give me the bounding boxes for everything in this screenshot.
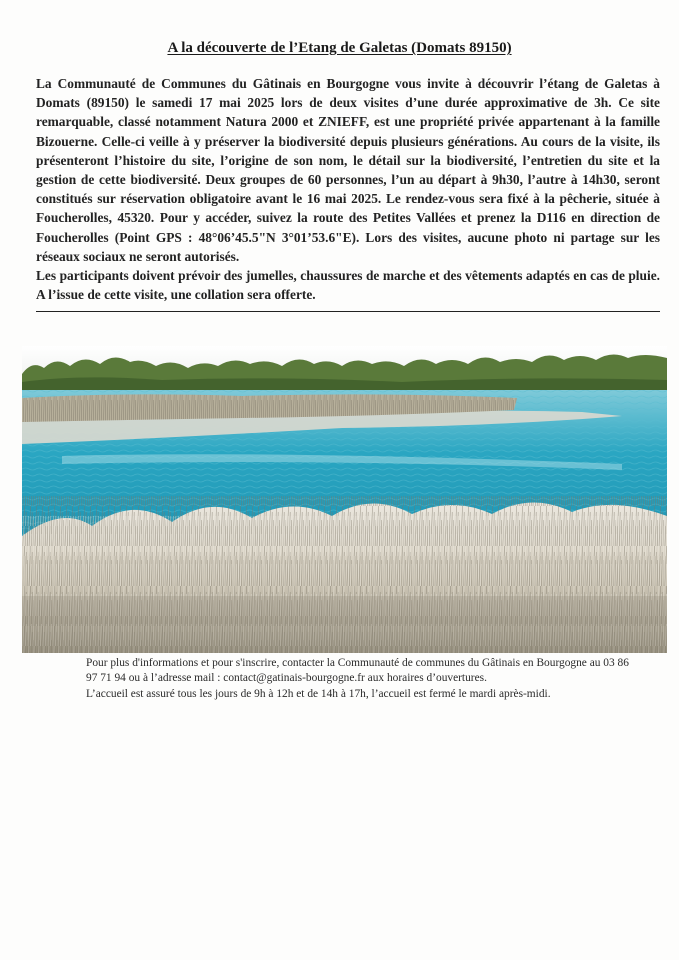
horizontal-divider: [36, 311, 660, 312]
main-text-block: [36, 74, 660, 304]
page-title: A la découverte de l’Etang de Galetas (Domats 89150): [167, 40, 512, 56]
paragraph-main: La Communauté de Communes du Gâtinais en Bourgogne vous invite à découvrir l’étang de Galetas à Domats (89150) le samedi 17 mai 2025 lors de deux visites d’une durée approximative de 3h. Ce site remarquable, classé notamment Natura 2000 et ZNIEFF, est une propriété privée appartenant à la famille Bizouerne. Celle-ci veille à y préserver la biodiversité depuis plusieurs générations. Au cours de la visite, ils présenteront l’histoire du site, l’origine de son nom, le détail sur la biodiversité, l’entretien du site et la gestion de cette biodiversité. Deux groupes de 60 personnes, l’un au départ à 9h30, l’autre à 14h30, seront constitués sur réservation obligatoire avant le 16 mai 2025. Le rendez-vous sera fixé à la pêcherie, située à Foucherolles, 45320. Pour y accéder, suivez la route des Petites Vallées et prenez la D116 en direction de Foucherolles (Point GPS : 48°06’45.5"N 3°01’53.6"E). Lors des visites, aucune photo ni partage sur les réseaux sociaux ne seront autorisés.: [36, 76, 660, 264]
footer-contact: Pour plus d'informations et pour s'inscrire, contacter la Communauté de communes du Gâtinais en Bourgogne au 03 86 97 71 94 ou à l’adresse mail : contact@gatinais-bourgogne.fr aux horaires d’ouvertures.: [86, 657, 629, 685]
footer-info-block: [86, 656, 636, 702]
paragraph-participants: Les participants doivent prévoir des jumelles, chaussures de marche et des vêtements adaptés en cas de pluie. A l’issue de cette visite, une collation sera offerte.: [36, 268, 660, 303]
footer-hours: L’accueil est assuré tous les jours de 9h à 12h et de 14h à 17h, l’accueil est fermé le mardi après-midi.: [86, 687, 551, 700]
lake-photo: [22, 346, 667, 653]
